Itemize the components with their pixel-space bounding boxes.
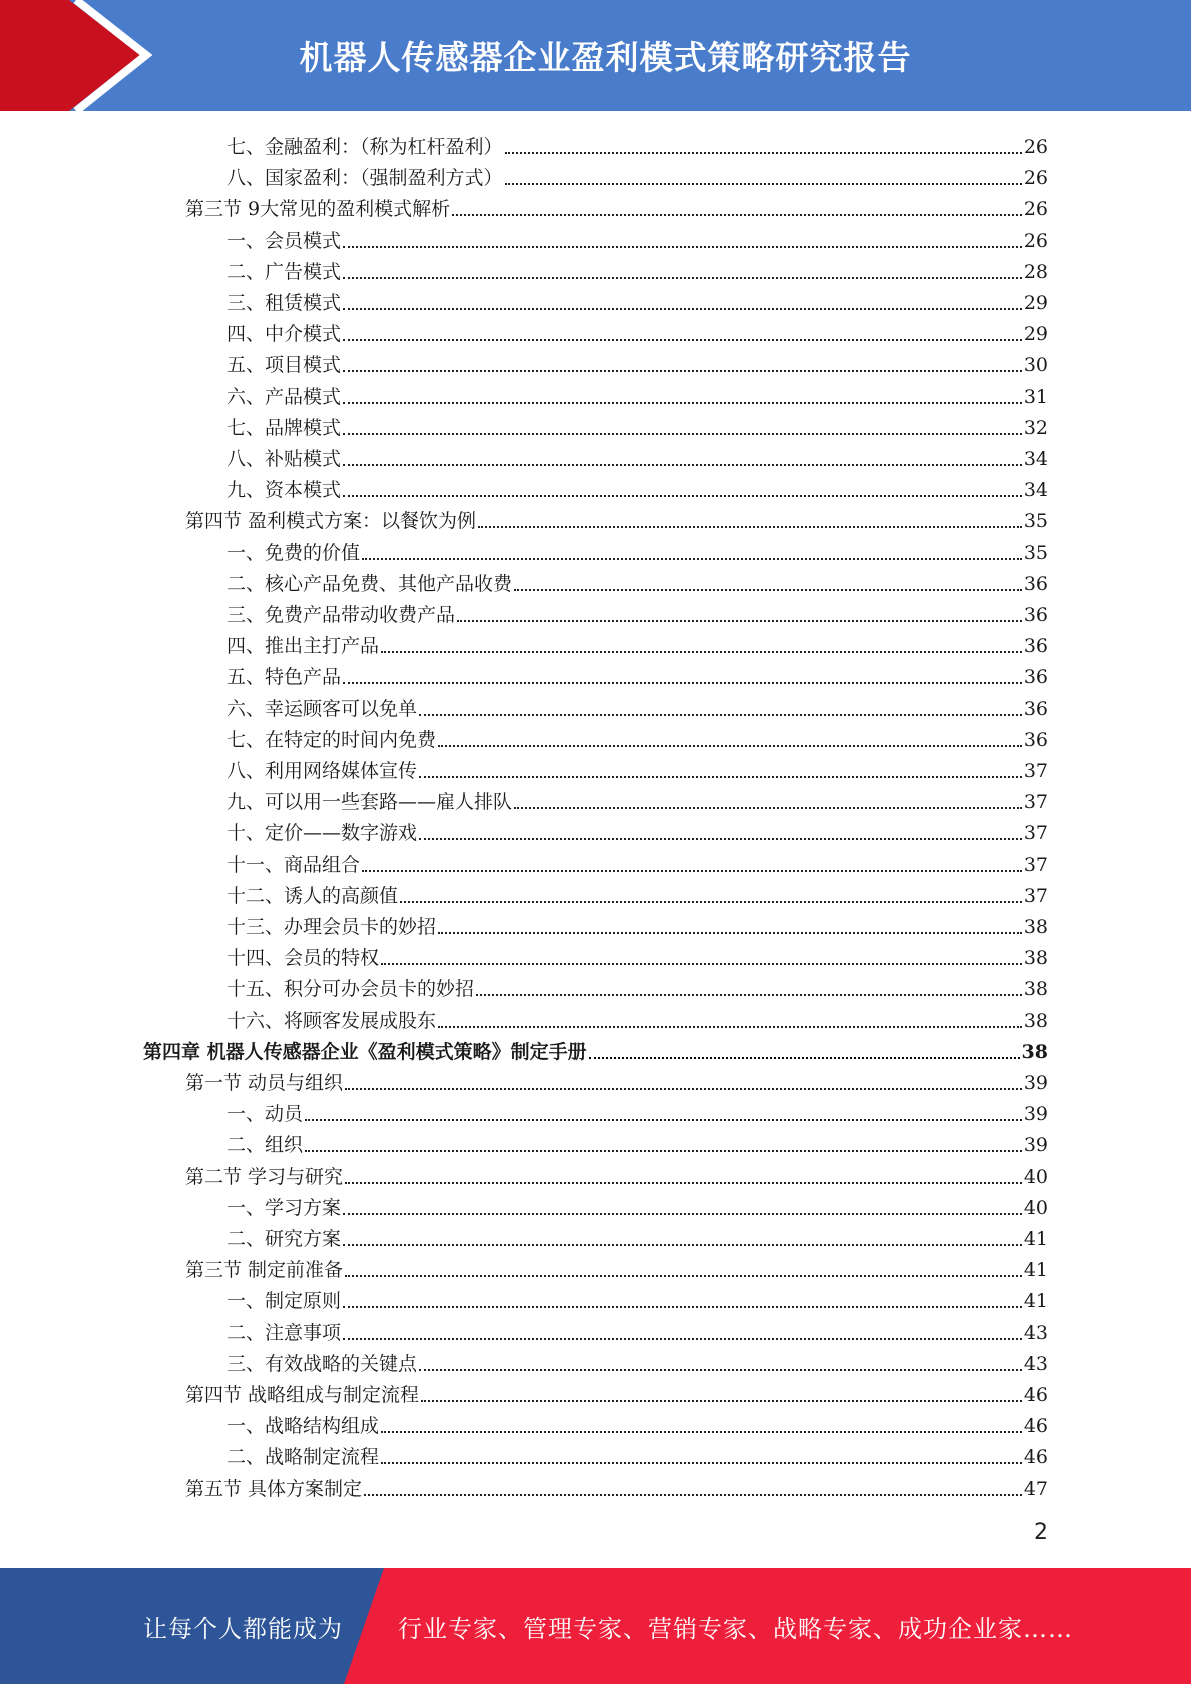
toc-entry-page: 39 — [1023, 1072, 1048, 1094]
toc-entry-page: 26 — [1023, 198, 1048, 221]
toc-leader-dots — [364, 1494, 1022, 1496]
toc-entry-label: 五、项目模式 — [227, 354, 342, 377]
page-footer — [0, 1568, 1191, 1684]
toc-leader-dots — [419, 776, 1022, 778]
toc-entry[interactable] — [227, 378, 1048, 409]
toc-leader-dots — [362, 870, 1022, 872]
toc-entry-page: 29 — [1023, 292, 1048, 314]
toc-entry-label: 第二节 学习与研究 — [185, 1165, 344, 1188]
toc-entry-page: 41 — [1023, 1290, 1048, 1313]
toc-leader-dots — [343, 495, 1022, 497]
toc-leader-dots — [345, 1275, 1022, 1277]
toc-entry-page: 37 — [1023, 853, 1048, 876]
toc-entry[interactable] — [227, 409, 1048, 440]
toc-leader-dots — [419, 1369, 1022, 1371]
toc-entry-label: 九、可以用一些套路——雇人排队 — [227, 791, 513, 814]
toc-entry[interactable] — [227, 1220, 1048, 1251]
page-number: 2 — [1034, 1520, 1048, 1545]
toc-entry-label: 十、定价——数字游戏 — [227, 822, 418, 845]
toc-leader-dots — [438, 1026, 1022, 1028]
toc-leader-dots — [343, 682, 1022, 684]
toc-entry[interactable] — [227, 690, 1048, 721]
toc-entry-label: 一、制定原则 — [227, 1290, 342, 1313]
toc-entry-page: 40 — [1023, 1196, 1048, 1219]
toc-entry[interactable] — [227, 440, 1048, 471]
toc-entry[interactable] — [227, 1189, 1048, 1220]
toc-entry-label: 三、免费产品带动收费产品 — [227, 604, 456, 626]
toc-entry[interactable] — [227, 783, 1048, 814]
toc-entry-page: 38 — [1023, 916, 1048, 938]
toc-entry-page: 30 — [1023, 354, 1048, 377]
toc-entry-label: 一、动员 — [227, 1103, 304, 1126]
toc-entry[interactable] — [185, 1251, 1048, 1282]
toc-leader-dots — [305, 1119, 1022, 1121]
toc-entry-label: 十二、诱人的高颜值 — [227, 884, 399, 907]
toc-entry-page: 36 — [1023, 728, 1048, 751]
toc-entry-page: 38 — [1021, 1040, 1048, 1063]
toc-entry[interactable] — [227, 159, 1048, 190]
toc-entry-page: 36 — [1023, 604, 1048, 626]
toc-entry-label: 一、会员模式 — [227, 229, 342, 252]
toc-entry[interactable] — [227, 970, 1048, 1001]
toc-entry-label: 四、推出主打产品 — [227, 635, 380, 658]
toc-entry-page: 38 — [1023, 978, 1048, 1001]
toc-entry-page: 37 — [1023, 822, 1048, 845]
toc-entry-page: 36 — [1023, 666, 1048, 689]
toc-leader-dots — [438, 932, 1022, 934]
toc-leader-dots — [343, 1213, 1022, 1215]
toc-entry[interactable] — [227, 1345, 1048, 1376]
toc-leader-dots — [343, 308, 1022, 310]
toc-entry-page: 38 — [1023, 1009, 1048, 1032]
toc-entry-page: 31 — [1023, 385, 1048, 408]
toc-leader-dots — [514, 589, 1022, 591]
toc-entry-page: 43 — [1023, 1321, 1048, 1344]
toc-entry-page: 36 — [1023, 635, 1048, 658]
toc-entry[interactable] — [227, 346, 1048, 377]
toc-entry-label: 一、免费的价值 — [227, 541, 361, 564]
toc-entry-label: 十五、积分可办会员卡的妙招 — [227, 978, 475, 1001]
toc-leader-dots — [343, 246, 1022, 248]
footer-slogan: 让每个人都能成为 — [143, 1614, 343, 1643]
toc-entry[interactable] — [227, 1407, 1048, 1438]
toc-entry-label: 二、战略制定流程 — [227, 1446, 380, 1469]
toc-entry[interactable] — [227, 1002, 1048, 1033]
toc-entry-label: 三、租赁模式 — [227, 292, 342, 314]
toc-entry-label: 第四章 机器人传感器企业《盈利模式策略》制定手册 — [143, 1040, 587, 1063]
toc-leader-dots — [343, 1338, 1022, 1340]
toc-entry-label: 三、有效战略的关键点 — [227, 1352, 418, 1375]
toc-entry-label: 八、利用网络媒体宣传 — [227, 760, 418, 782]
toc-entry-label: 五、特色产品 — [227, 666, 342, 689]
toc-entry-label: 十四、会员的特权 — [227, 947, 380, 970]
toc-leader-dots — [381, 963, 1022, 965]
toc-leader-dots — [345, 1182, 1022, 1184]
toc-entry[interactable] — [227, 1438, 1048, 1469]
toc-entry-label: 八、补贴模式 — [227, 448, 342, 470]
toc-leader-dots — [514, 807, 1022, 809]
toc-leader-dots — [343, 277, 1022, 279]
toc-leader-dots — [305, 1150, 1022, 1152]
toc-entry[interactable] — [227, 128, 1048, 159]
toc-leader-dots — [421, 1400, 1022, 1402]
toc-leader-dots — [452, 214, 1022, 216]
toc-entry-page: 46 — [1023, 1446, 1048, 1469]
toc-entry[interactable] — [227, 627, 1048, 658]
page-header — [0, 0, 1191, 111]
toc-entry-label: 二、核心产品免费、其他产品收费 — [227, 572, 513, 595]
toc-entry-page: 35 — [1023, 541, 1048, 564]
toc-entry[interactable] — [227, 721, 1048, 752]
toc-leader-dots — [505, 183, 1022, 185]
toc-entry-label: 二、广告模式 — [227, 260, 342, 283]
toc-entry-label: 八、国家盈利：（强制盈利方式） — [227, 167, 503, 190]
toc-entry-label: 六、幸运顾客可以免单 — [227, 697, 418, 720]
toc-entry-label: 十六、将顾客发展成股东 — [227, 1009, 437, 1032]
toc-entry-label: 六、产品模式 — [227, 385, 342, 408]
toc-entry-page: 26 — [1023, 167, 1048, 190]
toc-entry-label: 二、组织 — [227, 1134, 304, 1157]
toc-entry-label: 九、资本模式 — [227, 479, 342, 502]
toc-leader-dots — [381, 1431, 1022, 1433]
toc-leader-dots — [343, 1306, 1022, 1308]
footer-roles: 行业专家、管理专家、营销专家、战略专家、成功企业家…… — [398, 1614, 1073, 1643]
toc-leader-dots — [381, 651, 1022, 653]
toc-leader-dots — [505, 152, 1022, 154]
toc-entry-page: 40 — [1023, 1165, 1048, 1188]
toc-entry[interactable] — [185, 1158, 1048, 1189]
toc-entry-page: 36 — [1023, 697, 1048, 720]
toc-leader-dots — [381, 1462, 1022, 1464]
toc-entry-page: 26 — [1023, 229, 1048, 252]
toc-entry-page: 47 — [1023, 1477, 1048, 1500]
toc-leader-dots — [400, 901, 1022, 903]
toc-leader-dots — [419, 838, 1022, 840]
toc-entry-label: 七、金融盈利：（称为杠杆盈利） — [227, 136, 503, 158]
toc-entry[interactable] — [185, 1376, 1048, 1407]
toc-entry[interactable] — [185, 190, 1048, 221]
toc-leader-dots — [343, 370, 1022, 372]
toc-entry[interactable] — [227, 284, 1048, 315]
toc-entry[interactable] — [185, 1470, 1048, 1501]
toc-entry[interactable] — [227, 939, 1048, 970]
toc-entry-page: 29 — [1023, 323, 1048, 346]
toc-leader-dots — [457, 620, 1022, 622]
toc-entry-page: 34 — [1023, 479, 1048, 502]
toc-entry-page: 38 — [1023, 947, 1048, 970]
toc-entry[interactable] — [227, 658, 1048, 689]
toc-entry[interactable] — [227, 1095, 1048, 1126]
toc-entry[interactable] — [227, 752, 1048, 783]
toc-entry-page: 41 — [1023, 1259, 1048, 1282]
toc-entry-page: 32 — [1023, 416, 1048, 439]
toc-entry[interactable] — [227, 1314, 1048, 1345]
toc-entry-label: 第四节 战略组成与制定流程 — [185, 1384, 420, 1406]
toc-entry-label: 一、战略结构组成 — [227, 1415, 380, 1438]
toc-entry[interactable] — [227, 471, 1048, 502]
toc-entry-page: 28 — [1023, 260, 1048, 283]
toc-entry-label: 二、注意事项 — [227, 1321, 342, 1344]
toc-entry-label: 第三节 9大常见的盈利模式解析 — [185, 198, 451, 221]
toc-entry-page: 39 — [1023, 1134, 1048, 1157]
toc-entry-page: 37 — [1023, 791, 1048, 814]
toc-leader-dots — [343, 339, 1022, 341]
report-title: 机器人传感器企业盈利模式策略研究报告 — [299, 38, 912, 77]
toc-entry[interactable] — [227, 565, 1048, 596]
toc-leader-dots — [419, 714, 1022, 716]
toc-leader-dots — [343, 464, 1022, 466]
toc-entry-page: 36 — [1023, 572, 1048, 595]
toc-entry-page: 46 — [1023, 1415, 1048, 1438]
toc-entry-label: 第五节 具体方案制定 — [185, 1477, 363, 1500]
toc-entry-page: 37 — [1023, 884, 1048, 907]
toc-entry[interactable] — [227, 596, 1048, 627]
toc-leader-dots — [343, 402, 1022, 404]
toc-entry[interactable] — [227, 908, 1048, 939]
toc-entry[interactable] — [227, 846, 1048, 877]
toc-entry[interactable] — [227, 1126, 1048, 1157]
toc-entry-label: 第一节 动员与组织 — [185, 1072, 344, 1094]
toc-entry-label: 七、品牌模式 — [227, 416, 342, 439]
toc-entry[interactable] — [227, 222, 1048, 253]
toc-entry[interactable] — [227, 253, 1048, 284]
toc-leader-dots — [343, 1244, 1022, 1246]
toc-leader-dots — [343, 433, 1022, 435]
toc-leader-dots — [438, 745, 1022, 747]
toc-entry[interactable] — [227, 814, 1048, 845]
toc-leader-dots — [589, 1057, 1020, 1059]
toc-entry[interactable] — [143, 1033, 1048, 1064]
toc-entry-label: 第四节 盈利模式方案：以餐饮为例 — [185, 510, 477, 533]
toc-entry-label: 第三节 制定前准备 — [185, 1259, 344, 1282]
toc-entry-label: 七、在特定的时间内免费 — [227, 728, 437, 751]
toc-entry-page: 35 — [1023, 510, 1048, 533]
toc-entry-page: 26 — [1023, 136, 1048, 158]
toc-entry[interactable] — [227, 1282, 1048, 1313]
toc-entry-label: 十三、办理会员卡的妙招 — [227, 916, 437, 938]
toc-entry-label: 四、中介模式 — [227, 323, 342, 346]
toc-entry-label: 一、学习方案 — [227, 1196, 342, 1219]
toc-entry-page: 43 — [1023, 1352, 1048, 1375]
toc-entry-page: 46 — [1023, 1384, 1048, 1406]
toc-entry-label: 二、研究方案 — [227, 1228, 342, 1250]
toc-entry[interactable] — [227, 877, 1048, 908]
toc-entry[interactable] — [185, 1064, 1048, 1095]
toc-entry-page: 41 — [1023, 1228, 1048, 1250]
toc-leader-dots — [362, 558, 1022, 560]
toc-leader-dots — [478, 526, 1022, 528]
toc-entry[interactable] — [227, 534, 1048, 565]
toc-entry-page: 37 — [1023, 760, 1048, 782]
toc-entry-page: 34 — [1023, 448, 1048, 470]
toc-entry[interactable] — [185, 502, 1048, 533]
toc-entry[interactable] — [227, 315, 1048, 346]
toc-entry-label: 十一、商品组合 — [227, 853, 361, 876]
toc-leader-dots — [476, 994, 1022, 996]
toc-leader-dots — [345, 1088, 1022, 1090]
toc-entry-page: 39 — [1023, 1103, 1048, 1126]
